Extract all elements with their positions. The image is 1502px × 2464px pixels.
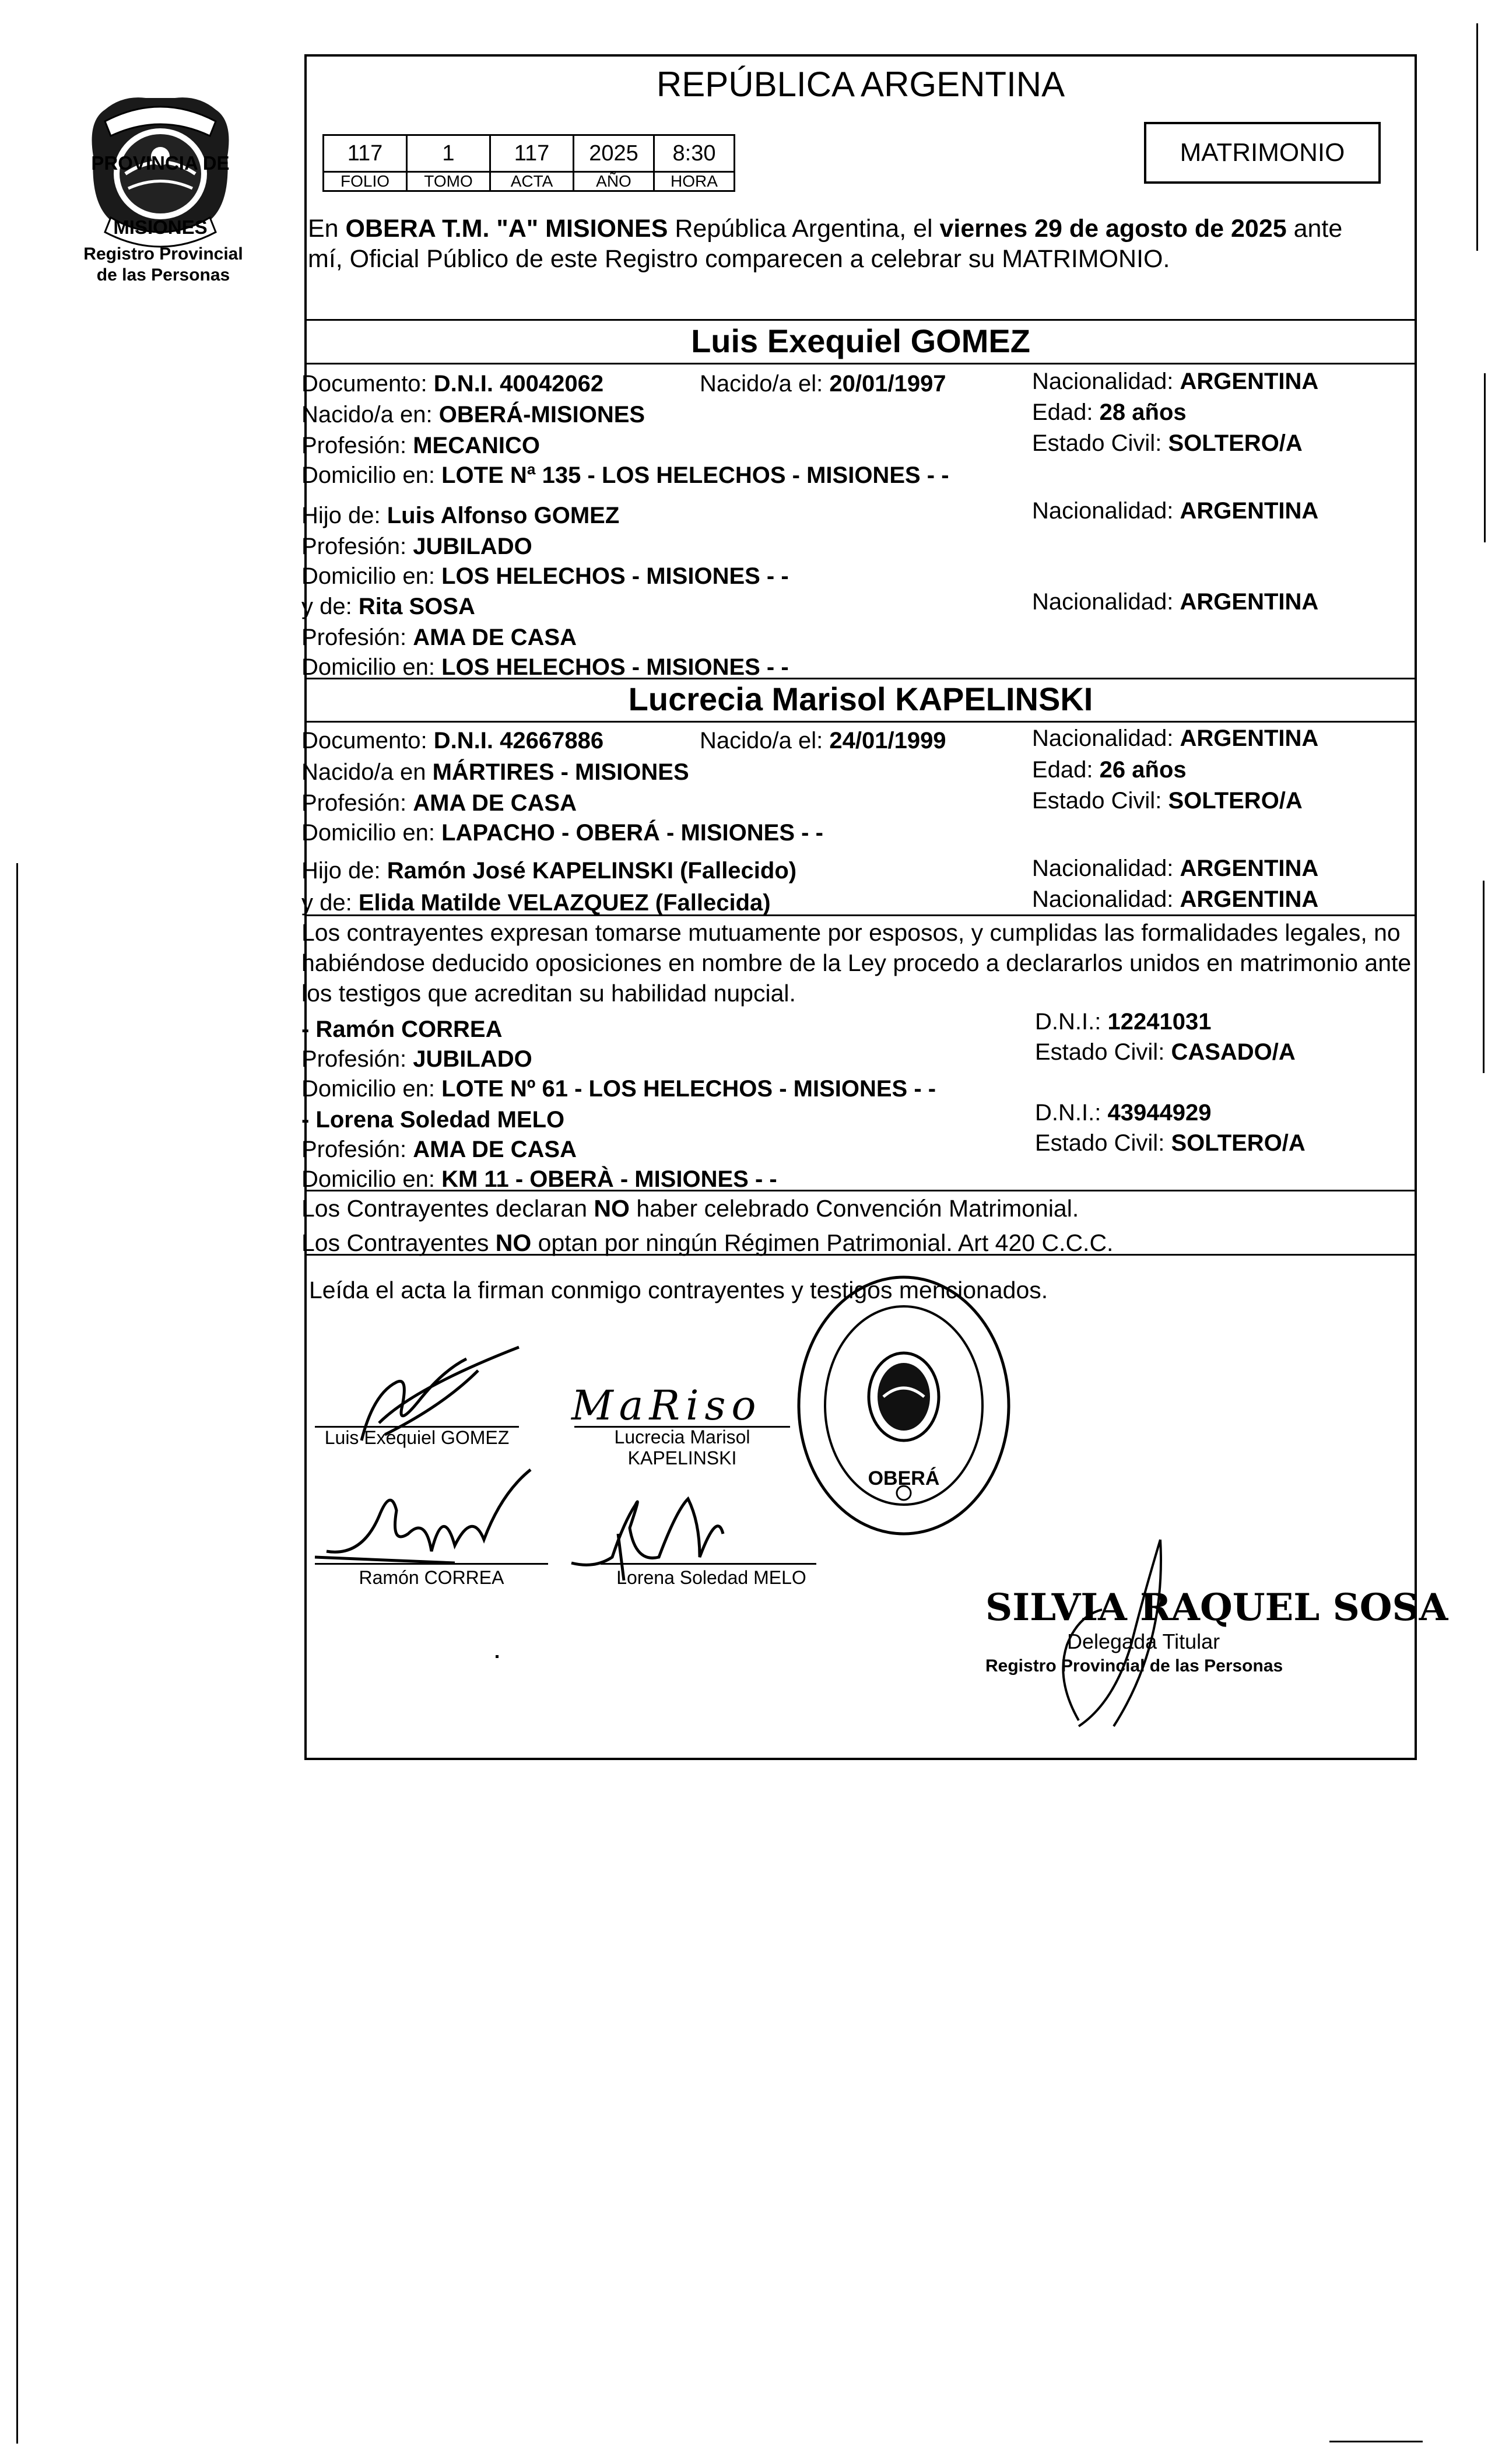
folio-label: FOLIO [324,172,407,191]
logo-caption-1: Registro Provincial [83,244,243,264]
bride-father-nationality: Nacionalidad: ARGENTINA [1032,856,1319,881]
witness-2-profession: Profesión: AMA DE CASA [301,1137,577,1162]
groom-documento: Documento: D.N.I. 40042062 [301,371,604,397]
divider [304,1190,1417,1191]
bride-address: Domicilio en: LAPACHO - OBERÁ - MISIONES - - [301,820,823,846]
witness-1-profession: Profesión: JUBILADO [301,1046,532,1072]
scan-edge-mark [1484,373,1486,542]
convention-line-1: Los Contrayentes declaran NO haber celebrado Convención Matrimonial. [301,1195,1079,1222]
groom-signature-label: Luis Exequiel GOMEZ [324,1427,510,1448]
official-signature [1044,1528,1219,1738]
witness-1-civil-status: Estado Civil: CASADO/A [1035,1039,1296,1065]
groom-mother-address: Domicilio en: LOS HELECHOS - MISIONES - - [301,654,789,680]
tomo-value: 1 [407,135,490,172]
scan-edge-mark [1483,881,1485,1073]
anio-label: AÑO [574,172,654,191]
bride-father: Hijo de: Ramón José KAPELINSKI (Fallecido) [301,858,797,884]
witness-1-signature [309,1458,571,1575]
groom-mother-nationality: Nacionalidad: ARGENTINA [1032,589,1319,615]
groom-father-nationality: Nacionalidad: ARGENTINA [1032,498,1319,524]
hora-value: 8:30 [654,135,735,172]
witness-1-dni: D.N.I.: 12241031 [1035,1009,1212,1035]
official-office: Registro Provincial de las Personas [985,1656,1283,1676]
witness-1-address: Domicilio en: LOTE Nº 61 - LOS HELECHOS - MISIONES - - [301,1076,936,1102]
groom-father-address: Domicilio en: LOS HELECHOS - MISIONES - - [301,563,789,589]
intro-line-1: En OBERA T.M. "A" MISIONES República Argentina, el viernes 29 de agosto de 2025 ante [308,215,1343,243]
acta-value: 117 [490,135,574,172]
witness-2-civil-status: Estado Civil: SOLTERO/A [1035,1130,1306,1156]
witness-2-name: - Lorena Soledad MELO [301,1107,565,1133]
divider [304,721,1417,723]
groom-father: Hijo de: Luis Alfonso GOMEZ [301,503,620,528]
seal-bottom-text: OBERÁ [868,1467,940,1489]
tomo-label: TOMO [407,172,490,191]
scan-speck [496,1655,499,1658]
groom-civil-status: Estado Civil: SOLTERO/A [1032,430,1303,456]
witness-2-address: Domicilio en: KM 11 - OBERÀ - MISIONES - - [301,1166,777,1192]
witness-1-name: - Ramón CORREA [301,1017,503,1042]
scan-edge-mark [1476,23,1478,251]
bride-signature-label-2: KAPELINSKI [627,1447,737,1468]
signature-line [315,1563,548,1565]
bride-nationality: Nacionalidad: ARGENTINA [1032,725,1319,751]
bride-birthdate: Nacido/a el: 24/01/1999 [700,728,946,753]
groom-name: Luis Exequiel GOMEZ [691,323,1030,359]
bride-mother-nationality: Nacionalidad: ARGENTINA [1032,886,1319,912]
intro-line-2: mí, Oficial Público de este Registro comparecen a celebrar su MATRIMONIO. [308,245,1170,273]
registry-logo [82,86,239,261]
bride-signature-label-1: Lucrecia Marisol [614,1426,750,1447]
convention-line-2: Los Contrayentes NO optan por ningún Régimen Patrimonial. Art 420 C.C.C. [301,1229,1114,1256]
witness-1-signature-label: Ramón CORREA [359,1567,504,1588]
witness-2-signature-label: Lorena Soledad MELO [616,1567,806,1588]
groom-nationality: Nacionalidad: ARGENTINA [1032,369,1319,394]
divider [304,678,1417,679]
declaration-line-1: Los contrayentes expresan tomarse mutuamente por esposos, y cumplidas las formalidades legales, no [301,919,1401,946]
bride-age: Edad: 26 años [1032,757,1187,783]
folio-value: 117 [324,135,407,172]
groom-mother-profession: Profesión: AMA DE CASA [301,625,577,650]
groom-address: Domicilio en: LOTE Nª 135 - LOS HELECHOS - MISIONES - - [301,462,949,488]
declaration-line-3: los testigos que acreditan su habilidad nupcial. [301,980,796,1007]
witness-2-dni: D.N.I.: 43944929 [1035,1100,1212,1126]
registry-seal [793,1271,1015,1540]
groom-birthdate: Nacido/a el: 20/01/1997 [700,371,946,397]
hora-label: HORA [654,172,735,191]
page-title: REPÚBLICA ARGENTINA [656,65,1065,104]
groom-age: Edad: 28 años [1032,399,1187,425]
act-type-box: MATRIMONIO [1144,122,1381,184]
acta-label: ACTA [490,172,574,191]
closing-text: Leída el acta la firman conmigo contrayentes y testigos mencionados. [309,1277,1048,1303]
registry-table [322,134,735,192]
divider [304,363,1417,364]
groom-mother: y de: Rita SOSA [301,594,475,619]
emblem-text-top: PROVINCIA DE [91,152,230,174]
groom-birthplace: Nacido/a en: OBERÁ-MISIONES [301,402,645,427]
seal-icon [793,1271,1015,1540]
scan-edge-mark [1329,2441,1423,2442]
bride-name: Lucrecia Marisol KAPELINSKI [628,681,1093,717]
divider [304,319,1417,321]
bride-signature: MaRiso [571,1382,762,1429]
divider [304,914,1417,916]
official-name: SILVIA RAQUEL SOSA [985,1586,1448,1629]
declaration-line-2: habiéndose deducido oposiciones en nombre de la Ley procedo a declararlos unidos en matrimonio ante [301,949,1412,976]
divider [304,1254,1417,1256]
bride-civil-status: Estado Civil: SOLTERO/A [1032,788,1303,814]
scan-edge-mark [16,863,18,2444]
logo-caption-2: de las Personas [96,265,230,285]
signature-line [601,1563,816,1565]
groom-profession: Profesión: MECANICO [301,433,541,458]
official-title: Delegada Titular [1067,1629,1220,1653]
bride-profession: Profesión: AMA DE CASA [301,790,577,816]
bride-documento: Documento: D.N.I. 42667886 [301,728,604,753]
emblem-text-bottom: MISIONES [113,216,208,238]
anio-value: 2025 [574,135,654,172]
groom-father-profession: Profesión: JUBILADO [301,534,532,559]
bride-mother: y de: Elida Matilde VELAZQUEZ (Fallecida) [301,890,771,916]
bride-birthplace: Nacido/a en MÁRTIRES - MISIONES [301,759,689,785]
